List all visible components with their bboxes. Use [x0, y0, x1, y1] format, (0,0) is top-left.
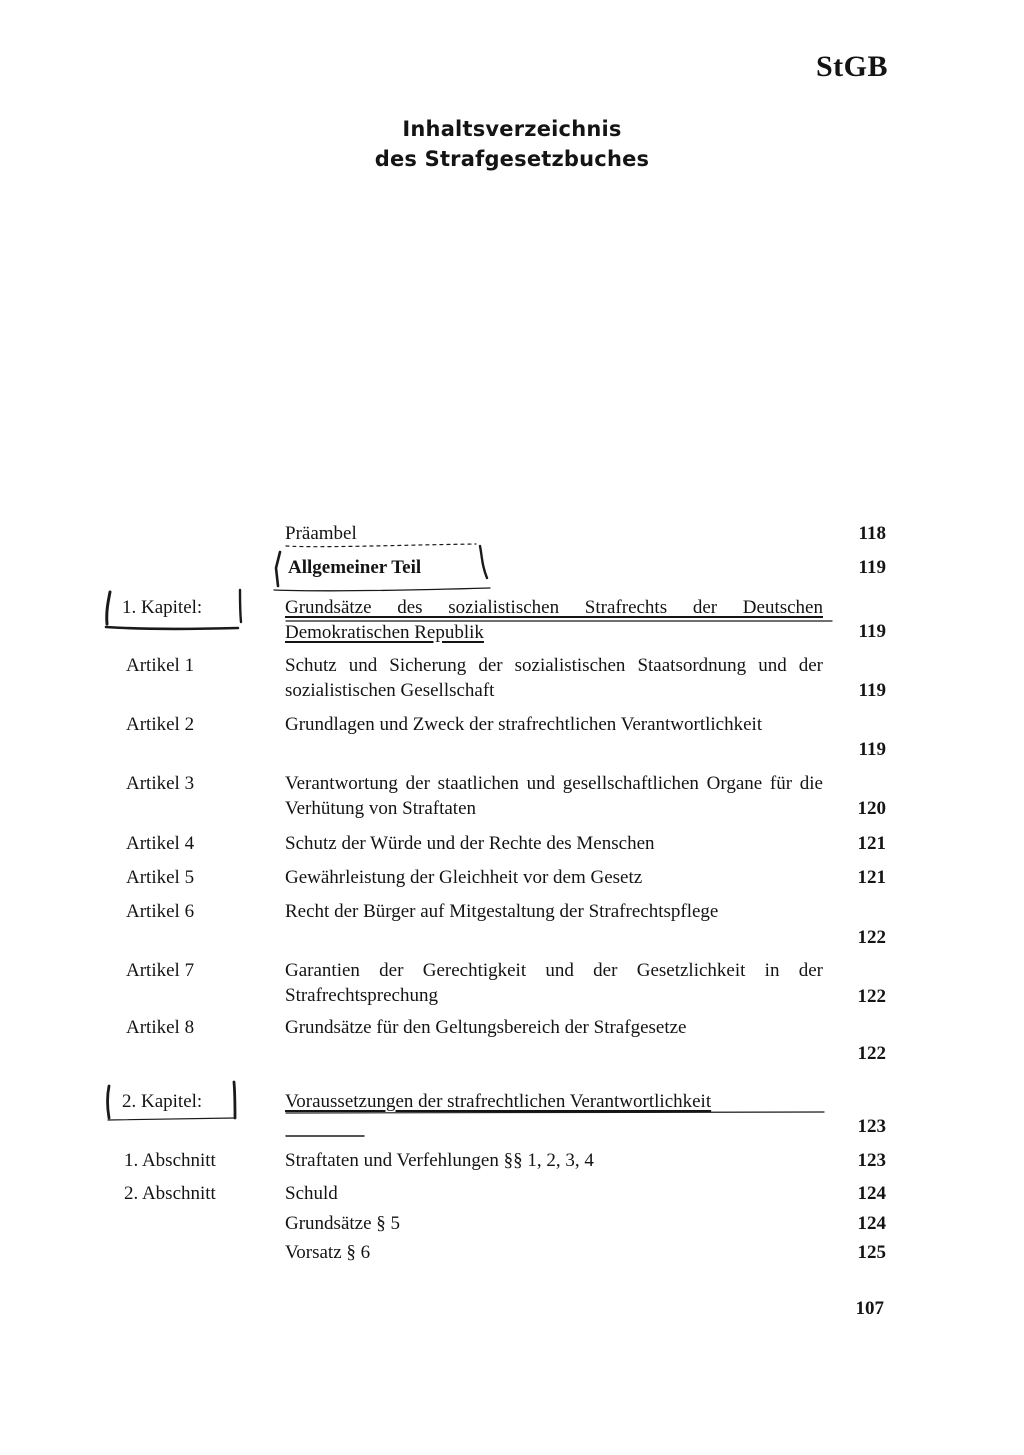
title-line-2: des Strafgesetzbuches [374, 147, 650, 171]
entry-page: 123 [857, 1150, 886, 1171]
kapitel-2-right-bracket [234, 1082, 235, 1118]
entry-text: Vorsatz § 6 [285, 1242, 371, 1263]
entry-label: 1. Abschnitt [124, 1150, 216, 1171]
entry-page: 118 [858, 523, 886, 544]
allgemeiner-teil-underline-mark [274, 588, 490, 591]
entry-page: 120 [857, 798, 886, 819]
entry-page: 119 [858, 739, 886, 760]
entry-page: 122 [857, 927, 886, 948]
entry-page: 125 [857, 1242, 886, 1263]
entry-page: 123 [857, 1116, 886, 1137]
kapitel-2-underline-mark [108, 1118, 234, 1120]
entry-page: 119 [858, 680, 886, 701]
entry-page: 122 [857, 986, 886, 1007]
entry-text: Verantwortung der staatlichen und gesellschaftlichen Organe für die Verhütung von Straftaten [285, 773, 823, 819]
entry-text: Voraussetzungen der strafrechtlichen Verantwortlichkeit [285, 1091, 712, 1112]
entry-label: Artikel 5 [126, 867, 195, 888]
page-number: 107 [855, 1298, 884, 1319]
kapitel-1-left-bracket [107, 592, 110, 624]
entry-label: Artikel 6 [126, 901, 195, 922]
entry-text: Grundsätze § 5 [285, 1213, 401, 1234]
allgemeiner-teil-left-bracket [276, 552, 280, 586]
entry-text: Straftaten und Verfehlungen §§ 1, 2, 3, 4 [285, 1150, 594, 1171]
kapitel-1-right-bracket [240, 590, 241, 622]
entry-text: Recht der Bürger auf Mitgestaltung der Strafrechtspflege [285, 901, 719, 922]
entry-page: 121 [857, 833, 886, 854]
entry-label: Artikel 1 [126, 655, 195, 676]
entry-page: 122 [857, 1043, 886, 1064]
entry-page: 119 [858, 621, 886, 642]
entry-page: 121 [857, 867, 886, 888]
entry-text: Schutz und Sicherung der sozialistischen Staatsordnung und der sozialistischen Gesellschaft [285, 655, 823, 701]
entry-label: Artikel 7 [126, 960, 195, 981]
entry-text: Schuld [285, 1183, 338, 1204]
page-title [0, 114, 1024, 174]
kapitel-1-underline-mark [106, 627, 238, 629]
entry-page: 124 [857, 1213, 886, 1234]
entry-text: Grundsätze des sozialistischen Strafrechts der Deutschen Demokratischen Republik [285, 597, 823, 643]
entry-page: 124 [857, 1183, 886, 1204]
entry-label: 2. Kapitel: [122, 1091, 203, 1112]
entry-label: Artikel 2 [126, 714, 195, 735]
entry-text: Garantien der Gerechtigkeit und der Gesetzlichkeit in der Strafrechtsprechung [285, 960, 823, 1006]
entry-text: Grundsätze für den Geltungsbereich der Strafgesetze [285, 1017, 687, 1038]
entry-label: Artikel 8 [126, 1017, 195, 1038]
entry-page: 119 [858, 557, 886, 578]
entry-text: Gewährleistung der Gleichheit vor dem Gesetz [285, 867, 643, 888]
running-head: StGB [815, 50, 888, 83]
entry-label: Artikel 4 [126, 833, 195, 854]
entry-text: Allgemeiner Teil [288, 557, 422, 578]
entry-label: 2. Abschnitt [124, 1183, 216, 1204]
entry-text: Grundlagen und Zweck der strafrechtlichen Verantwortlichkeit [285, 714, 763, 735]
entry-label: 1. Kapitel: [122, 597, 203, 618]
entry-text: Schutz der Würde und der Rechte des Menschen [285, 833, 655, 854]
kapitel-2-left-bracket [108, 1086, 110, 1118]
entry-text: Präambel [285, 523, 357, 544]
entry-label: Artikel 3 [126, 773, 195, 794]
title-line-1: Inhaltsverzeichnis [402, 117, 622, 141]
